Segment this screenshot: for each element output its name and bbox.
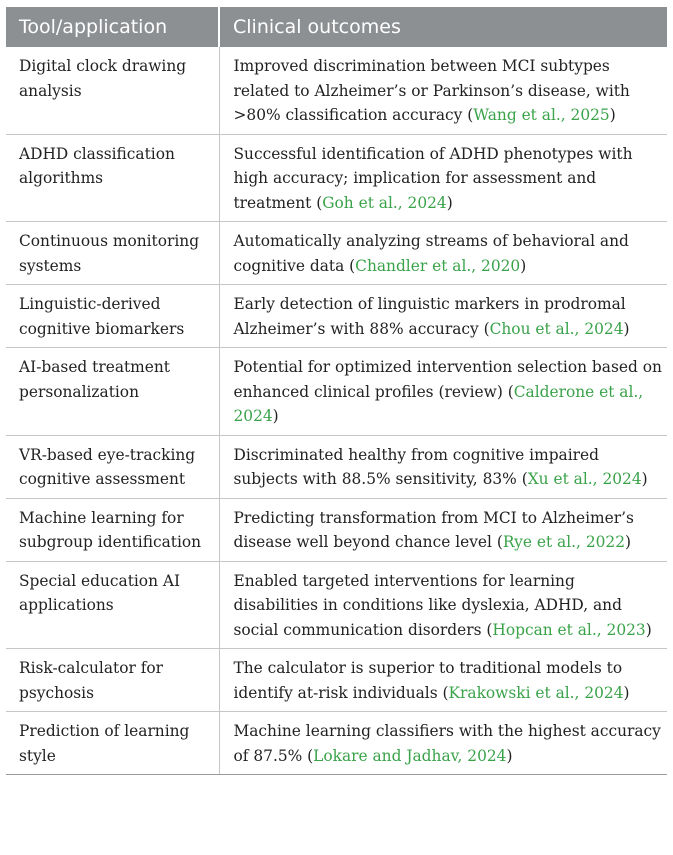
outcome-text: Early detection of linguistic markers in prodromal Alzheimer’s with 88% accuracy xyxy=(233,295,626,338)
outcome-text: Improved discrimination between MCI subtypes related to Alzheimer’s or Parkinson’s disease, with >80% classification accuracy xyxy=(233,57,630,124)
outcome-text: Machine learning classifiers with the highest accuracy of 87.5% xyxy=(233,722,661,765)
table-row xyxy=(6,712,667,775)
outcome-cell: The calculator is superior to traditional models to identify at-risk individuals (Krakowski et al., 2024) xyxy=(219,649,667,712)
outcome-cell: Successful identification of ADHD phenotypes with high accuracy; implication for assessment and treatment (Goh et al., 2024) xyxy=(219,134,667,222)
header-tool: Tool/application xyxy=(6,7,219,47)
citation-link[interactable]: Rye et al., 2022 xyxy=(502,533,625,551)
citation-link[interactable]: Xu et al., 2024 xyxy=(527,470,642,488)
header-outcome: Clinical outcomes xyxy=(219,7,667,47)
citation-link[interactable]: Lokare and Jadhav, 2024 xyxy=(313,746,507,765)
outcome-text: Successful identification of ADHD phenotypes with high accuracy; implication for assessment and treatment xyxy=(233,144,633,212)
table-row xyxy=(6,134,667,222)
outcome-text: Predicting transformation from MCI to Alzheimer’s disease well beyond chance level xyxy=(233,508,634,551)
citation-link[interactable]: Chandler et al., 2020 xyxy=(355,256,521,275)
tool-cell: Linguistic-derived cognitive biomarkers xyxy=(6,285,219,348)
table-row xyxy=(6,435,667,498)
citation-link[interactable]: Wang et al., 2025 xyxy=(473,106,610,124)
outcome-text: Automatically analyzing streams of behavioral and cognitive data xyxy=(233,232,629,275)
outcome-cell: Automatically analyzing streams of behavioral and cognitive data (Chandler et al., 2020) xyxy=(219,222,667,285)
tool-cell: Machine learning for subgroup identification xyxy=(6,498,219,561)
citation-link[interactable]: Calderone et al., 2024 xyxy=(233,382,644,425)
table-row xyxy=(6,498,667,561)
table-header-row xyxy=(6,7,667,47)
outcome-text: Potential for optimized intervention selection based on enhanced clinical profiles (review) xyxy=(233,358,662,401)
tool-cell: AI-based treatment personalization xyxy=(6,348,219,436)
table-row xyxy=(6,561,667,649)
outcome-cell: Predicting transformation from MCI to Alzheimer’s disease well beyond chance level (Rye et al., 2022) xyxy=(219,498,667,561)
table-row xyxy=(6,285,667,348)
citation-link[interactable]: Goh et al., 2024 xyxy=(322,193,447,212)
citation-link[interactable]: Krakowski et al., 2024 xyxy=(448,683,624,702)
table-row xyxy=(6,222,667,285)
outcome-text: The calculator is superior to traditional models to identify at-risk individuals xyxy=(233,659,623,702)
table-row xyxy=(6,649,667,712)
outcome-cell: Machine learning classifiers with the highest accuracy of 87.5% (Lokare and Jadhav, 2024) xyxy=(219,712,667,775)
table-row xyxy=(6,47,667,134)
outcome-text: Discriminated healthy from cognitive impaired subjects with 88.5% sensitivity, 83% xyxy=(233,445,599,488)
outcome-cell: Early detection of linguistic markers in prodromal Alzheimer’s with 88% accuracy (Chou et al., 2024) xyxy=(219,285,667,348)
citation-link[interactable]: Chou et al., 2024 xyxy=(489,319,624,338)
outcome-cell: Potential for optimized intervention selection based on enhanced clinical profiles (review) (Calderone et al., 2024) xyxy=(219,348,667,436)
tool-cell: VR-based eye-tracking cognitive assessment xyxy=(6,435,219,498)
outcome-cell: Discriminated healthy from cognitive impaired subjects with 88.5% sensitivity, 83% (Xu et al., 2024) xyxy=(219,435,667,498)
outcomes-table xyxy=(6,7,667,775)
tool-cell: Digital clock drawing analysis xyxy=(6,47,219,134)
tool-cell: Risk-calculator for psychosis xyxy=(6,649,219,712)
tool-cell: Prediction of learning style xyxy=(6,712,219,775)
citation-link[interactable]: Hopcan et al., 2023 xyxy=(492,620,646,639)
outcome-cell: Enabled targeted interventions for learning disabilities in conditions like dyslexia, ADHD, and social communication disorders (Hopcan et al., 2023) xyxy=(219,561,667,649)
table-row xyxy=(6,348,667,436)
tool-cell: Continuous monitoring systems xyxy=(6,222,219,285)
tool-cell: ADHD classification algorithms xyxy=(6,134,219,222)
tool-cell: Special education AI applications xyxy=(6,561,219,649)
outcome-text: Enabled targeted interventions for learning disabilities in conditions like dyslexia, ADHD, and social communication disorders xyxy=(233,571,622,639)
outcome-cell: Improved discrimination between MCI subtypes related to Alzheimer’s or Parkinson’s disease, with >80% classification accuracy (Wang et al., 2025) xyxy=(219,47,667,134)
